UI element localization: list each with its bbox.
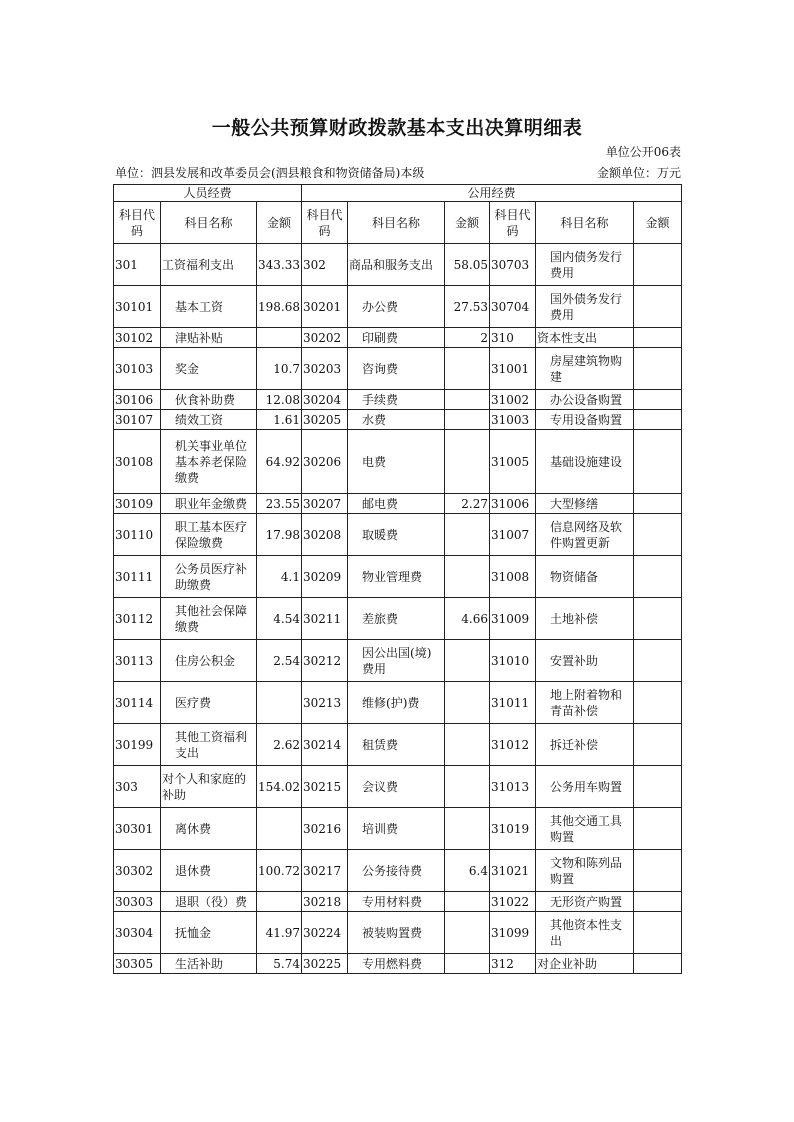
subject-code: 30704 [490, 286, 536, 328]
money-unit: 金额单位：万元 [596, 166, 681, 180]
amount [445, 954, 490, 974]
subject-code: 30201 [302, 286, 348, 328]
amount [634, 390, 682, 410]
subject-code: 30204 [302, 390, 348, 410]
table-row [114, 912, 682, 954]
subject-name: 土地补偿 [536, 598, 634, 640]
subject-name: 国内债务发行费用 [536, 244, 634, 286]
subject-code: 31021 [490, 850, 536, 892]
amount: 2.27 [445, 494, 490, 514]
amount: 154.02 [257, 766, 302, 808]
column-header-row [114, 202, 682, 244]
subject-name: 公务接待费 [348, 850, 445, 892]
reporting-unit: 单位：泗县发展和改革委员会(泗县粮食和物资储备局)本级 [115, 166, 425, 180]
subject-code: 30110 [114, 514, 161, 556]
amount [445, 724, 490, 766]
amount [634, 682, 682, 724]
subject-code: 30225 [302, 954, 348, 974]
subject-name: 职工基本医疗保险缴费 [161, 514, 257, 556]
subject-code: 30213 [302, 682, 348, 724]
subject-code: 30214 [302, 724, 348, 766]
subject-code: 30216 [302, 808, 348, 850]
subject-name: 基础设施建设 [536, 430, 634, 494]
amount: 2.62 [257, 724, 302, 766]
subject-code: 30301 [114, 808, 161, 850]
subject-code: 30209 [302, 556, 348, 598]
subject-name: 奖金 [161, 348, 257, 390]
form-code: 单位公开06表 [605, 145, 681, 159]
amount [445, 410, 490, 430]
subject-name: 培训费 [348, 808, 445, 850]
amount: 5.74 [257, 954, 302, 974]
amount [445, 514, 490, 556]
subject-name: 伙食补助费 [161, 390, 257, 410]
table-row [114, 808, 682, 850]
subject-name: 差旅费 [348, 598, 445, 640]
col-header-amount: 金额 [257, 202, 302, 244]
subject-code: 30206 [302, 430, 348, 494]
subject-name: 对个人和家庭的补助 [161, 766, 257, 808]
subject-name: 手续费 [348, 390, 445, 410]
amount [257, 892, 302, 912]
subject-name: 专用材料费 [348, 892, 445, 912]
amount [445, 430, 490, 494]
subject-name: 机关事业单位基本养老保险缴费 [161, 430, 257, 494]
amount [634, 912, 682, 954]
amount [257, 328, 302, 348]
subject-code: 30304 [114, 912, 161, 954]
subject-code: 30199 [114, 724, 161, 766]
amount [257, 808, 302, 850]
subject-name: 水费 [348, 410, 445, 430]
group-personnel: 人员经费 [114, 185, 302, 202]
col-header-name: 科目名称 [348, 202, 445, 244]
amount: 64.92 [257, 430, 302, 494]
amount [634, 598, 682, 640]
subject-code: 30215 [302, 766, 348, 808]
subject-code: 30107 [114, 410, 161, 430]
subject-name: 被装购置费 [348, 912, 445, 954]
col-header-name: 科目名称 [161, 202, 257, 244]
subject-name: 拆迁补偿 [536, 724, 634, 766]
subject-code: 301 [114, 244, 161, 286]
col-header-code: 科目代码 [490, 202, 536, 244]
amount [634, 766, 682, 808]
expenditure-table [113, 184, 682, 974]
subject-name: 资本性支出 [536, 328, 634, 348]
amount [634, 892, 682, 912]
subject-name: 其他资本性支出 [536, 912, 634, 954]
amount [634, 244, 682, 286]
subject-name: 电费 [348, 430, 445, 494]
amount: 2.54 [257, 640, 302, 682]
amount: 41.97 [257, 912, 302, 954]
amount [634, 514, 682, 556]
table-row [114, 892, 682, 912]
subject-code: 30218 [302, 892, 348, 912]
subject-code: 303 [114, 766, 161, 808]
subject-name: 会议费 [348, 766, 445, 808]
group-header-row [114, 185, 682, 202]
subject-name: 住房公积金 [161, 640, 257, 682]
subject-code: 31008 [490, 556, 536, 598]
subject-name: 物资储备 [536, 556, 634, 598]
subject-code: 31022 [490, 892, 536, 912]
amount: 1.61 [257, 410, 302, 430]
subject-name: 维修(护)费 [348, 682, 445, 724]
table-row [114, 514, 682, 556]
subject-code: 31013 [490, 766, 536, 808]
subject-code: 30114 [114, 682, 161, 724]
subject-name: 无形资产购置 [536, 892, 634, 912]
amount: 17.98 [257, 514, 302, 556]
subject-name: 其他工资福利支出 [161, 724, 257, 766]
subject-name: 信息网络及软件购置更新 [536, 514, 634, 556]
subject-code: 31019 [490, 808, 536, 850]
subject-name: 邮电费 [348, 494, 445, 514]
subject-name: 基本工资 [161, 286, 257, 328]
subject-code: 312 [490, 954, 536, 974]
subject-code: 30101 [114, 286, 161, 328]
subject-name: 咨询费 [348, 348, 445, 390]
subject-name: 离休费 [161, 808, 257, 850]
subject-code: 30108 [114, 430, 161, 494]
subject-code: 310 [490, 328, 536, 348]
table-row [114, 598, 682, 640]
amount: 4.54 [257, 598, 302, 640]
subject-name: 专用燃料费 [348, 954, 445, 974]
subject-name: 抚恤金 [161, 912, 257, 954]
subject-name: 对企业补助 [536, 954, 634, 974]
table-row [114, 286, 682, 328]
subject-code: 31001 [490, 348, 536, 390]
subject-name: 其他交通工具购置 [536, 808, 634, 850]
amount: 100.72 [257, 850, 302, 892]
amount [634, 328, 682, 348]
table-row [114, 724, 682, 766]
amount [445, 808, 490, 850]
subject-name: 印刷费 [348, 328, 445, 348]
table-row [114, 494, 682, 514]
subject-code: 30212 [302, 640, 348, 682]
subject-name: 房屋建筑物购建 [536, 348, 634, 390]
subject-code: 31099 [490, 912, 536, 954]
table-row [114, 410, 682, 430]
amount [634, 286, 682, 328]
subject-name: 物业管理费 [348, 556, 445, 598]
amount: 27.53 [445, 286, 490, 328]
table-row [114, 640, 682, 682]
subject-name: 商品和服务支出 [348, 244, 445, 286]
subject-code: 30205 [302, 410, 348, 430]
amount [257, 682, 302, 724]
table-row [114, 766, 682, 808]
subject-name: 国外债务发行费用 [536, 286, 634, 328]
subject-name: 公务员医疗补助缴费 [161, 556, 257, 598]
subject-code: 302 [302, 244, 348, 286]
subject-name: 因公出国(境)费用 [348, 640, 445, 682]
subject-code: 30208 [302, 514, 348, 556]
amount [634, 348, 682, 390]
amount: 2 [445, 328, 490, 348]
subject-name: 生活补助 [161, 954, 257, 974]
amount [445, 390, 490, 410]
subject-name: 退职（役）费 [161, 892, 257, 912]
subject-code: 31007 [490, 514, 536, 556]
subject-code: 30109 [114, 494, 161, 514]
table-row [114, 954, 682, 974]
table-row [114, 390, 682, 410]
page-title: 一般公共预算财政拨款基本支出决算明细表 [211, 117, 583, 139]
amount [634, 724, 682, 766]
amount [634, 640, 682, 682]
amount [634, 430, 682, 494]
amount: 58.05 [445, 244, 490, 286]
subject-name: 工资福利支出 [161, 244, 257, 286]
subject-code: 31012 [490, 724, 536, 766]
subject-name: 取暖费 [348, 514, 445, 556]
col-header-amount: 金额 [634, 202, 682, 244]
table-row [114, 430, 682, 494]
amount [634, 556, 682, 598]
subject-code: 30103 [114, 348, 161, 390]
table-row [114, 850, 682, 892]
col-header-amount: 金额 [445, 202, 490, 244]
amount [445, 640, 490, 682]
subject-code: 31003 [490, 410, 536, 430]
subject-code: 30703 [490, 244, 536, 286]
subject-code: 30211 [302, 598, 348, 640]
amount: 343.33 [257, 244, 302, 286]
subject-name: 文物和陈列品购置 [536, 850, 634, 892]
subject-code: 30111 [114, 556, 161, 598]
amount [634, 494, 682, 514]
subject-name: 办公费 [348, 286, 445, 328]
table-row [114, 348, 682, 390]
group-public: 公用经费 [302, 185, 682, 202]
subject-code: 30302 [114, 850, 161, 892]
subject-code: 30305 [114, 954, 161, 974]
amount: 4.1 [257, 556, 302, 598]
subject-name: 其他社会保障缴费 [161, 598, 257, 640]
amount [445, 556, 490, 598]
amount [634, 410, 682, 430]
amount [445, 892, 490, 912]
subject-name: 地上附着物和青苗补偿 [536, 682, 634, 724]
amount: 23.55 [257, 494, 302, 514]
subject-name: 退休费 [161, 850, 257, 892]
amount [634, 850, 682, 892]
subject-code: 30106 [114, 390, 161, 410]
col-header-code: 科目代码 [114, 202, 161, 244]
subject-code: 30303 [114, 892, 161, 912]
subject-name: 大型修缮 [536, 494, 634, 514]
subject-name: 绩效工资 [161, 410, 257, 430]
subject-name: 安置补助 [536, 640, 634, 682]
subject-code: 31005 [490, 430, 536, 494]
subject-code: 31002 [490, 390, 536, 410]
subject-code: 31006 [490, 494, 536, 514]
subject-code: 30203 [302, 348, 348, 390]
amount [445, 348, 490, 390]
subject-name: 医疗费 [161, 682, 257, 724]
amount: 12.08 [257, 390, 302, 410]
subject-code: 30207 [302, 494, 348, 514]
subject-code: 31010 [490, 640, 536, 682]
amount [634, 954, 682, 974]
table-row [114, 328, 682, 348]
subject-name: 租赁费 [348, 724, 445, 766]
subject-code: 31009 [490, 598, 536, 640]
subject-code: 30102 [114, 328, 161, 348]
table-row [114, 682, 682, 724]
subject-name: 办公设备购置 [536, 390, 634, 410]
subject-code: 30113 [114, 640, 161, 682]
amount [445, 766, 490, 808]
subject-code: 30224 [302, 912, 348, 954]
subject-name: 津贴补贴 [161, 328, 257, 348]
subject-name: 专用设备购置 [536, 410, 634, 430]
amount: 198.68 [257, 286, 302, 328]
table-row [114, 556, 682, 598]
amount: 6.4 [445, 850, 490, 892]
subject-name: 职业年金缴费 [161, 494, 257, 514]
subject-code: 30202 [302, 328, 348, 348]
amount: 4.66 [445, 598, 490, 640]
amount: 10.7 [257, 348, 302, 390]
amount [445, 912, 490, 954]
subject-code: 30217 [302, 850, 348, 892]
col-header-name: 科目名称 [536, 202, 634, 244]
amount [445, 682, 490, 724]
amount [634, 808, 682, 850]
subject-name: 公务用车购置 [536, 766, 634, 808]
subject-code: 31011 [490, 682, 536, 724]
table-row [114, 244, 682, 286]
col-header-code: 科目代码 [302, 202, 348, 244]
subject-code: 30112 [114, 598, 161, 640]
